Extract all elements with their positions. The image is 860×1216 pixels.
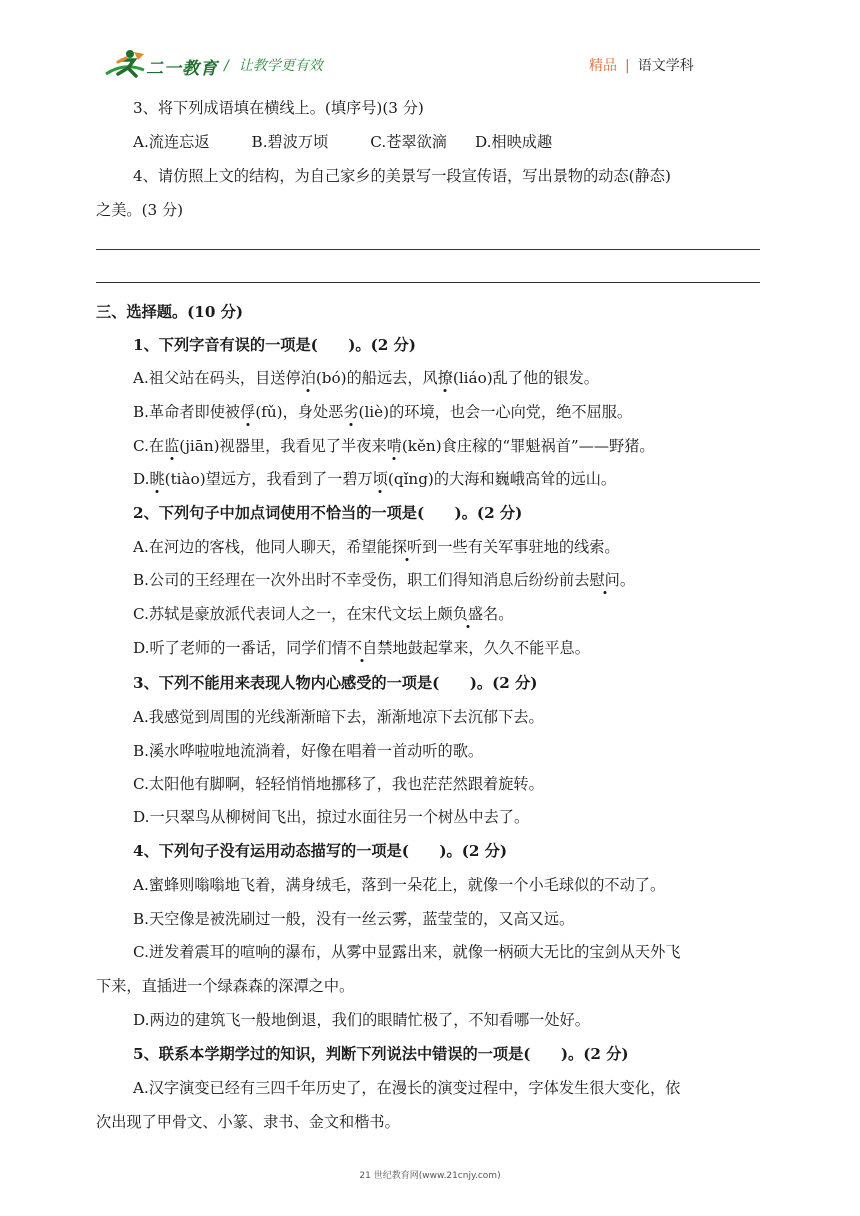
mc-2-option-a: [133, 536, 620, 557]
logo-text: 二一教育: [146, 59, 218, 79]
dotted-word: 情不自禁: [331, 639, 393, 657]
slogan-slash: /: [224, 58, 229, 74]
text: (jiān)视器里，我看见了半夜来: [179, 437, 387, 455]
text: (fǔ)，身处恶: [255, 403, 344, 421]
text: (bó)的船远去，风: [315, 369, 438, 387]
mc-5-stem: 5、联系本学期学过的知识，判断下列说法中错误的一项是( )。(2 分): [133, 1045, 629, 1063]
mc-1-stem: 1、下列字音有误的一项是( )。(2 分): [133, 336, 416, 354]
text: 。: [619, 571, 635, 589]
text: (qǐng)的大海和巍峨高耸的远山。: [387, 470, 617, 488]
header-subject-label: 语文学科: [637, 58, 694, 74]
question-3-options: [133, 131, 552, 152]
text: A.在河边的客栈，他同人聊天，希望能: [133, 538, 392, 556]
dotted-word: 探听: [391, 538, 423, 556]
mc-3-option-b: B.溪水哗啦啦地流淌着，好像在唱着一首动听的歌。: [133, 742, 484, 760]
dotted-word: 慰问: [589, 571, 620, 589]
mc-2-option-d: [133, 637, 590, 658]
mc-2-option-b: [133, 569, 635, 590]
mc-2-stem: 2、下列句子中加点词使用不恰当的一项是( )。(2 分): [133, 504, 523, 522]
option-b: B.碧波万顷: [251, 133, 329, 151]
option-d: D.相映成趣: [474, 133, 553, 151]
mc-4-option-b: B.天空像是被洗刷过一般，没有一丝云雾，蓝莹莹的，又高又远。: [133, 910, 575, 928]
option-c: C.苍翠欲滴: [370, 133, 447, 151]
text: (tiào)望远方，我看到了一碧万: [164, 470, 373, 488]
answer-line-1[interactable]: [96, 249, 760, 250]
mc-4-option-a: A.蜜蜂则嗡嗡地飞着，满身绒毛，落到一朵花上，就像一个小毛球似的不动了。: [133, 876, 666, 894]
dotted-char: 眺: [149, 470, 165, 488]
text: 到一些有关军事驻地的线索。: [422, 538, 620, 556]
text: A.祖父站在码头，目送停: [133, 369, 301, 387]
mc-1-option-a: [133, 367, 599, 388]
text: D.: [133, 470, 150, 488]
header-divider: |: [625, 58, 630, 74]
mc-3-option-d: D.一只翠鸟从柳树间飞出，掠过水面往另一个树丛中去了。: [133, 808, 530, 826]
text: B.革命者即使被: [133, 403, 241, 421]
section-3-title: 三、选择题。(10 分): [96, 303, 244, 321]
dotted-char: 监: [164, 437, 180, 455]
text: (kěn)食庄稼的“罪魁祸首”——野猪。: [401, 437, 655, 455]
slogan-text: 让教学更有效: [238, 58, 323, 74]
dotted-char: 啃: [386, 437, 402, 455]
mc-4-option-c-line2: 下来，直插进一个绿森森的深潭之中。: [96, 977, 355, 995]
text: B.公司的王经理在一次外出时不幸受伤，职工们得知消息后纷纷前去: [133, 571, 590, 589]
question-4-line1: 4、请仿照上文的结构，为自己家乡的美景写一段宣传语，写出景物的动态(静态): [133, 167, 671, 185]
mc-4-stem: 4、下列句子没有运用动态描写的一项是( )。(2 分): [133, 842, 508, 860]
dotted-char: 撩: [437, 369, 453, 387]
question-4-line2: 之美。(3 分): [96, 201, 184, 219]
dotted-char: 俘: [240, 403, 256, 421]
mc-4-option-c-line1: C.迸发着震耳的喧响的瀑布，从雾中显露出来，就像一柄硕大无比的宝剑从天外飞: [133, 943, 681, 961]
text: 。: [498, 605, 514, 623]
mc-3-option-a: A.我感觉到周围的光线渐渐暗下去，渐渐地凉下去沉郁下去。: [133, 708, 544, 726]
page-header: [0, 0, 860, 92]
text: C.在: [133, 437, 165, 455]
mc-3-stem: 3、下列不能用来表现人物内心感受的一项是( )。(2 分): [133, 674, 538, 692]
option-a: A.流连忘返: [133, 133, 210, 151]
mc-4-option-d: D.两边的建筑飞一般地倒退，我们的眼睛忙极了，不知看哪一处好。: [133, 1011, 590, 1029]
text: D.听了老师的一番话，同学们: [133, 639, 332, 657]
mc-3-option-c: C.太阳他有脚啊，轻轻悄悄地挪移了，我也茫茫然跟着旋转。: [133, 775, 544, 793]
answer-line-2[interactable]: [96, 282, 760, 283]
mc-1-option-c: [133, 435, 655, 456]
header-subject: [589, 55, 694, 75]
dotted-char: 劣: [343, 403, 359, 421]
header-quality-label: 精品: [589, 58, 617, 74]
text: C.苏轼是豪放派代表词人之一，在宋代文坛上: [133, 605, 438, 623]
question-3-stem: 3、将下列成语填在横线上。(填序号)(3 分): [133, 99, 424, 117]
dotted-word: 颇负盛名: [437, 605, 499, 623]
mc-5-option-a-line1: A.汉字演变已经有三四千年历史了，在漫长的演变过程中，字体发生很大变化，依: [133, 1079, 681, 1097]
text: (liè)的环境，也会一心向党，绝不屈服。: [358, 403, 633, 421]
text: 地鼓起掌来，久久不能平息。: [392, 639, 590, 657]
slogan: [224, 55, 323, 75]
page-footer: 21 世纪教育网(www.21cnjy.com): [359, 1171, 501, 1181]
mc-5-option-a-line2: 次出现了甲骨文、小篆、隶书、金文和楷书。: [96, 1113, 400, 1131]
mc-1-option-b: [133, 401, 632, 422]
dotted-char: 泊: [300, 369, 316, 387]
mc-1-option-d: [133, 468, 616, 489]
text: (liáo)乱了他的银发。: [452, 369, 599, 387]
mc-2-option-c: [133, 603, 513, 624]
dotted-char: 顷: [372, 470, 388, 488]
